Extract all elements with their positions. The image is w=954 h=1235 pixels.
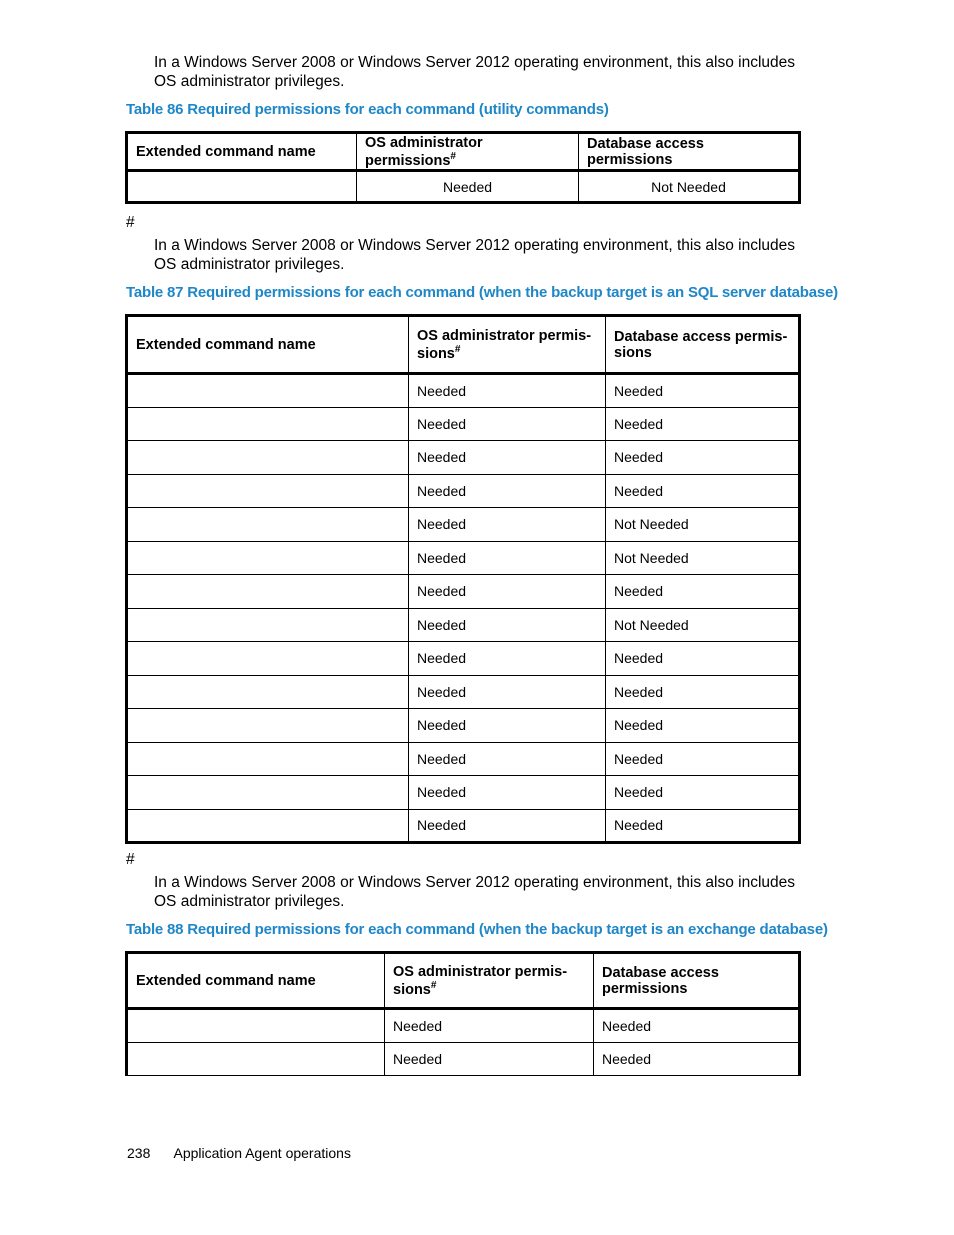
- cell-command-name: [127, 809, 409, 843]
- table-row: [127, 1042, 800, 1076]
- cell-db-access-permission: Not Needed: [579, 171, 800, 203]
- cell-command-name: [127, 474, 409, 508]
- table-88: [125, 951, 801, 1076]
- cell-os-admin-permission: Needed: [409, 675, 606, 709]
- cell-command-name: [127, 742, 409, 776]
- cell-db-access-permission: Needed: [606, 374, 800, 408]
- note-paragraph: In a Windows Server 2008 or Windows Server 2012 operating environment, this also includes OS administrator privileges.: [154, 237, 795, 273]
- header-os-admin-permissions: OS administrator permis- sions#: [409, 316, 606, 374]
- cell-command-name: [127, 541, 409, 575]
- cell-os-admin-permission: Needed: [409, 508, 606, 542]
- cell-command-name: [127, 407, 409, 441]
- table-row: [127, 441, 800, 475]
- header-os-admin-permissions: OS administrator permis- sions#: [385, 953, 594, 1009]
- cell-db-access-permission: Needed: [594, 1009, 800, 1043]
- cell-command-name: [127, 1042, 385, 1076]
- cell-command-name: [127, 642, 409, 676]
- cell-os-admin-permission: Needed: [385, 1042, 594, 1076]
- table-88-caption: Table 88 Required permissions for each command (when the backup target is an exchange database): [126, 921, 828, 938]
- cell-os-admin-permission: Needed: [409, 575, 606, 609]
- cell-db-access-permission: Needed: [606, 809, 800, 843]
- cell-db-access-permission: Needed: [606, 407, 800, 441]
- cell-os-admin-permission: Needed: [409, 809, 606, 843]
- footnote-marker: #: [126, 851, 135, 868]
- cell-os-admin-permission: Needed: [409, 541, 606, 575]
- table-row: [127, 809, 800, 843]
- cell-command-name: [127, 709, 409, 743]
- header-extended-command-name: Extended command name: [127, 953, 385, 1009]
- table-87-caption: Table 87 Required permissions for each command (when the backup target is an SQL server database): [126, 284, 838, 301]
- table-86: [125, 131, 801, 204]
- table-row: [127, 474, 800, 508]
- table-row: [127, 407, 800, 441]
- cell-db-access-permission: Needed: [606, 575, 800, 609]
- section-title: Application Agent operations: [173, 1145, 351, 1161]
- cell-command-name: [127, 608, 409, 642]
- header-os-admin-permissions: OS administrator permissions#: [357, 133, 579, 171]
- cell-db-access-permission: Needed: [606, 642, 800, 676]
- page-footer: [127, 1145, 371, 1161]
- header-database-access-permissions: Database access permis- sions: [606, 316, 800, 374]
- cell-os-admin-permission: Needed: [409, 642, 606, 676]
- cell-os-admin-permission: Needed: [409, 441, 606, 475]
- table-row: [127, 742, 800, 776]
- cell-db-access-permission: Needed: [606, 742, 800, 776]
- table-86-caption: Table 86 Required permissions for each command (utility commands): [126, 101, 609, 118]
- cell-db-access-permission: Needed: [606, 441, 800, 475]
- cell-command-name: [127, 776, 409, 810]
- cell-os-admin-permission: Needed: [409, 742, 606, 776]
- footnote-marker: #: [126, 214, 135, 231]
- cell-os-admin-permission: Needed: [409, 407, 606, 441]
- table-row: [127, 608, 800, 642]
- header-extended-command-name: Extended command name: [127, 316, 409, 374]
- cell-os-admin-permission: Needed: [409, 474, 606, 508]
- table-row: [127, 575, 800, 609]
- cell-os-admin-permission: Needed: [357, 171, 579, 203]
- table-row: [127, 675, 800, 709]
- cell-os-admin-permission: Needed: [409, 776, 606, 810]
- header-extended-command-name: Extended command name: [127, 133, 357, 171]
- cell-os-admin-permission: Needed: [385, 1009, 594, 1043]
- header-database-access-permissions: Database access permissions: [579, 133, 800, 171]
- cell-command-name: [127, 171, 357, 203]
- cell-command-name: [127, 675, 409, 709]
- header-database-access-permissions: Database access permissions: [594, 953, 800, 1009]
- table-87: [125, 314, 801, 844]
- cell-os-admin-permission: Needed: [409, 374, 606, 408]
- cell-db-access-permission: Needed: [606, 675, 800, 709]
- table-row: [127, 709, 800, 743]
- page-number: 238: [127, 1145, 151, 1161]
- cell-db-access-permission: Needed: [606, 776, 800, 810]
- table-row: [127, 171, 800, 203]
- note-paragraph: In a Windows Server 2008 or Windows Server 2012 operating environment, this also includes OS administrator privileges.: [154, 874, 795, 910]
- cell-os-admin-permission: Needed: [409, 608, 606, 642]
- table-row: [127, 642, 800, 676]
- table-row: [127, 1009, 800, 1043]
- cell-db-access-permission: Not Needed: [606, 508, 800, 542]
- cell-db-access-permission: Not Needed: [606, 541, 800, 575]
- note-paragraph: In a Windows Server 2008 or Windows Server 2012 operating environment, this also includes OS administrator privileges.: [154, 54, 795, 90]
- cell-db-access-permission: Not Needed: [606, 608, 800, 642]
- cell-db-access-permission: Needed: [606, 474, 800, 508]
- table-row: [127, 541, 800, 575]
- cell-db-access-permission: Needed: [594, 1042, 800, 1076]
- cell-command-name: [127, 575, 409, 609]
- cell-command-name: [127, 1009, 385, 1043]
- cell-command-name: [127, 374, 409, 408]
- cell-db-access-permission: Needed: [606, 709, 800, 743]
- table-row: [127, 508, 800, 542]
- table-row: [127, 374, 800, 408]
- cell-command-name: [127, 441, 409, 475]
- cell-command-name: [127, 508, 409, 542]
- table-row: [127, 776, 800, 810]
- cell-os-admin-permission: Needed: [409, 709, 606, 743]
